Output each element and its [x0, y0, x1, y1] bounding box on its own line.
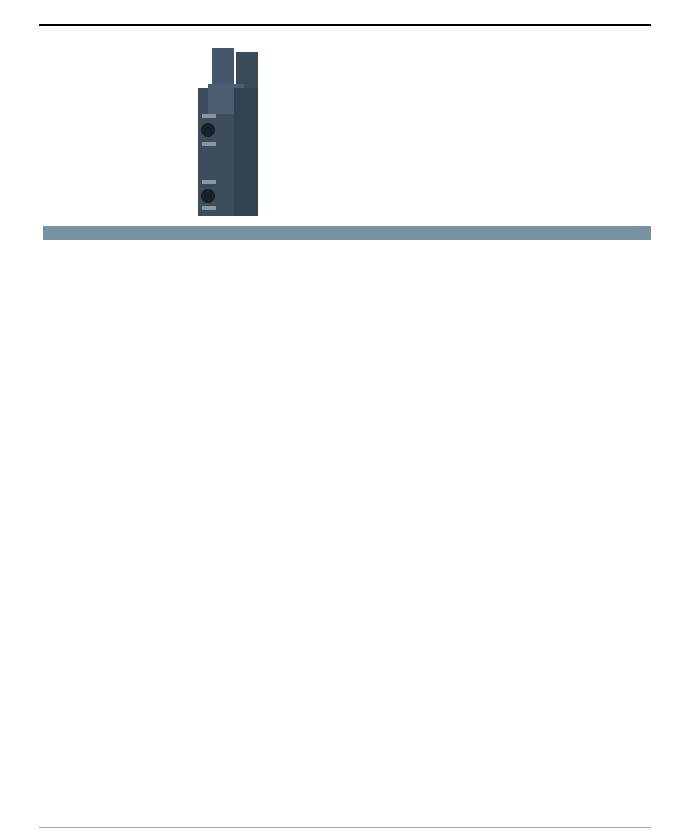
section-title: [43, 226, 651, 241]
auxiliary-switch-product-photo: [190, 44, 266, 218]
section-header: [43, 226, 651, 241]
bottom-rule: [39, 827, 651, 828]
spec-table: [43, 226, 651, 241]
page-header: [39, 0, 651, 26]
